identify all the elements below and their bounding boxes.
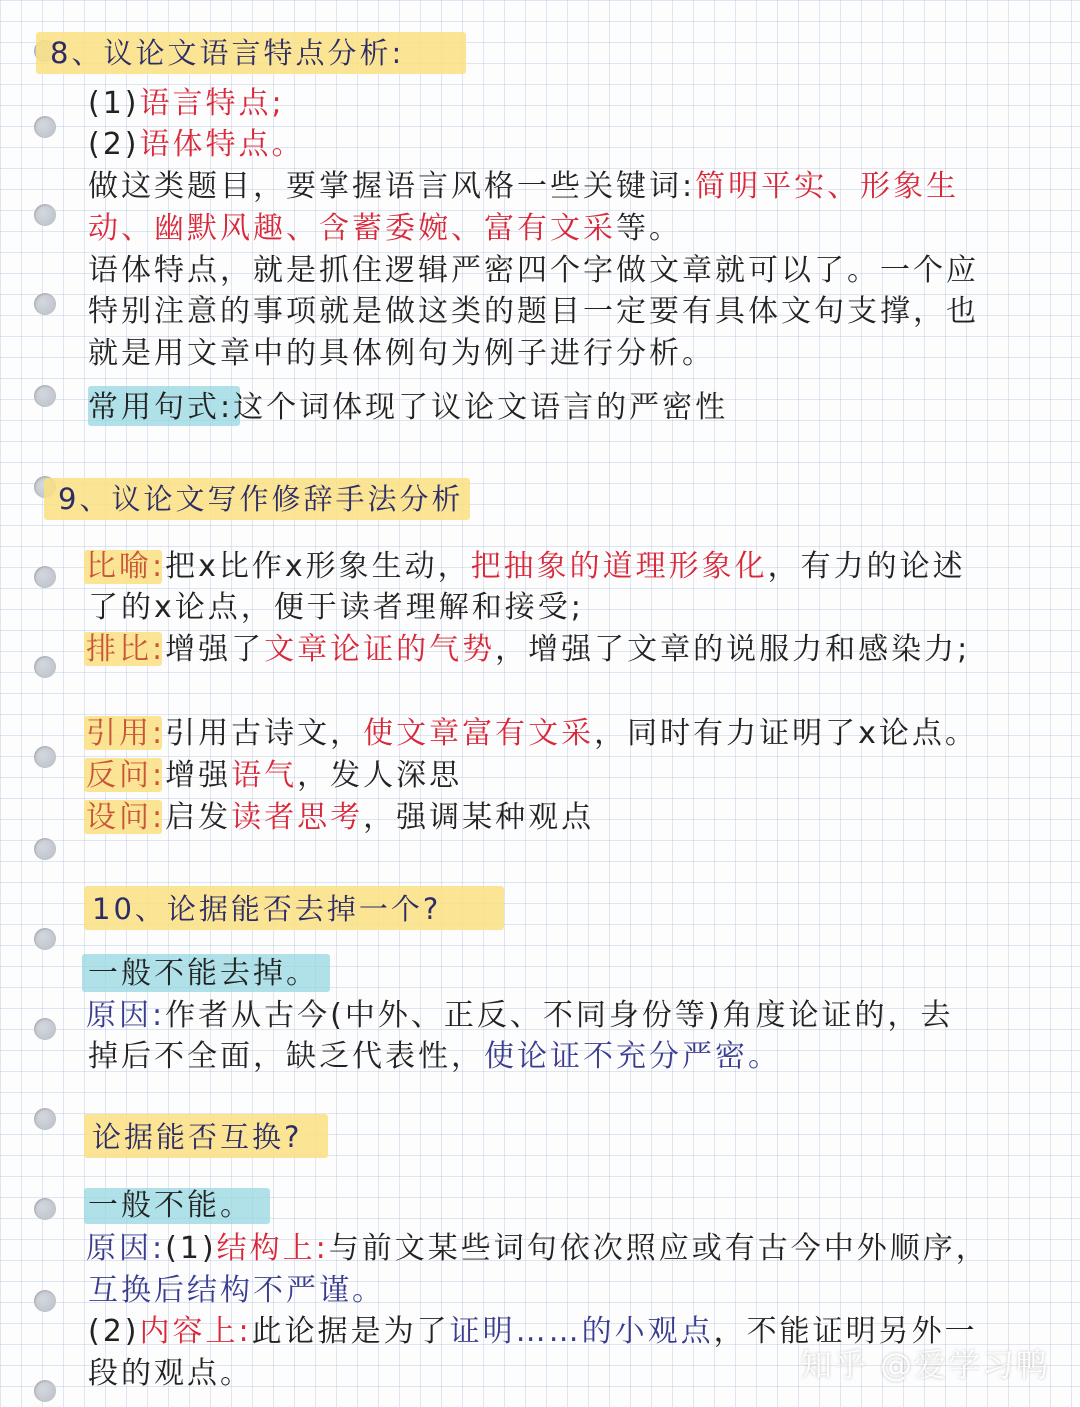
keyword: 使文章富有文采 [363,716,595,751]
section-10-title-text: 10、论据能否去掉一个? [92,892,442,926]
question-2-text: 论据能否互换? [92,1120,303,1154]
reason-label: 原因: [86,1231,166,1266]
answer-2-text: 一般不能。 [88,1188,253,1223]
keyword: 文章论证的气势 [264,632,496,667]
rhetoric-label: 引用: [86,716,166,751]
binder-hole [34,566,56,588]
rhetoric-label: 比喻: [86,549,166,584]
point-2 [88,125,305,165]
point-2-num: (2) [88,127,140,162]
text-segment: 引用古诗文， [165,716,364,751]
question-2 [92,1117,302,1157]
answer-2 [88,1186,253,1226]
answer-1-text: 一般不能去掉。 [88,956,319,991]
section-10-title [92,889,441,929]
text-segment: 语体特点，就是抓住逻辑严密四个字做文章就可以了。一个应 [88,253,979,288]
common-sentence-label: 常用句式: [88,390,234,425]
text-line [88,292,979,332]
text-segment: 特别注意的事项就是做这类的题目一定要有具体文句支撑，也 [88,294,979,329]
text-segment: 与前文某些词句依次照应或有古今中外顺序， [328,1231,989,1266]
keyword: 内容上: [139,1314,252,1349]
binder-hole [34,746,56,768]
keyword: 使论证不充分严密。 [484,1039,781,1074]
text-segment: ，强调某种观点 [363,800,595,835]
binder-hole [34,1380,56,1402]
text-segment: ，增强了文章的说服力和感染力; [495,632,971,667]
binder-hole [34,656,56,678]
text-segment: (1) [165,1231,217,1266]
text-segment: ，不能证明另外一 [713,1314,978,1349]
reason-1 [86,996,954,1036]
text-segment: 作者从古今(中外、正反、不同身份等)角度论证的，去 [165,998,954,1033]
point-1-num: (1) [88,86,140,121]
keyword: 把抽象的道理形象化 [470,549,768,584]
common-sentence-text: 这个词体现了议论文语言的严密性 [233,390,729,425]
text-line [88,1354,253,1394]
common-sentence [88,388,728,428]
text-segment: 此论据是为了 [251,1314,450,1349]
reason-2 [86,1229,989,1269]
binder-hole [34,204,56,226]
text-segment: 做这类题目，要掌握语言风格一些关键词: [88,169,696,204]
text-line [88,588,584,628]
text-segment: 增强 [165,758,232,793]
text-line [88,1037,781,1077]
text-line [88,167,959,207]
text-segment: (2) [88,1314,140,1349]
text-segment: 增强了 [165,632,265,667]
section-9-title [58,479,463,519]
text-segment: ，发人深思 [297,758,463,793]
rhetoric-label: 反问: [86,758,166,793]
keyword: 读者思考 [231,800,364,835]
keyword: 简明平实、形象生 [695,169,960,204]
keyword: 证明……的小观点 [449,1314,714,1349]
binder-hole [34,385,56,407]
section-8-title-text: 8、议论文语言特点分析: [50,36,405,70]
text-segment: 了的x论点，便于读者理解和接受; [88,590,584,625]
binder-hole [34,838,56,860]
text-segment: 把x比作x形象生动， [165,549,471,584]
text-segment: ，同时有力证明了x论点。 [594,716,978,751]
text-segment: 段的观点。 [88,1356,253,1391]
section-9-title-text: 9、议论文写作修辞手法分析 [58,482,464,516]
binder-hole [34,116,56,138]
binder-hole [34,1108,56,1130]
rhetoric-hypophora [86,798,594,838]
text-segment: 就是用文章中的具体例句为例子进行分析。 [88,336,715,371]
binder-hole [34,928,56,950]
reason-label: 原因: [86,998,166,1033]
rhetoric-parallelism [86,630,970,670]
text-segment: 等。 [616,211,682,246]
rhetoric-label: 设问: [86,800,166,835]
keyword: 结构上: [216,1231,329,1266]
point-1 [88,84,285,124]
binder-hole [34,1290,56,1312]
point-2-text: 语体特点。 [139,127,305,162]
text-line [88,209,682,249]
text-segment: 启发 [165,800,232,835]
section-8-title [50,33,404,73]
keyword: 动、幽默风趣、含蓄委婉、富有文采 [88,211,616,246]
binder-hole [34,1198,56,1220]
rhetoric-rhetorical-question [86,756,462,796]
answer-1 [88,954,319,994]
rhetoric-label: 排比: [86,632,166,667]
binder-holes [0,0,60,1407]
keyword: 语气 [231,758,298,793]
text-line [88,334,715,374]
text-line [88,1271,385,1311]
rhetoric-quotation [86,714,978,754]
keyword: 互换后结构不严谨。 [88,1273,385,1308]
watermark: 知乎 @爱学习鸭 [799,1346,1050,1384]
text-segment: 掉后不全面，缺乏代表性， [88,1039,484,1074]
point-1-text: 语言特点; [139,86,285,121]
binder-hole [34,1018,56,1040]
binder-hole [34,293,56,315]
rhetoric-metaphor [86,547,966,587]
text-line [88,251,979,291]
text-segment: ，有力的论述 [767,549,966,584]
